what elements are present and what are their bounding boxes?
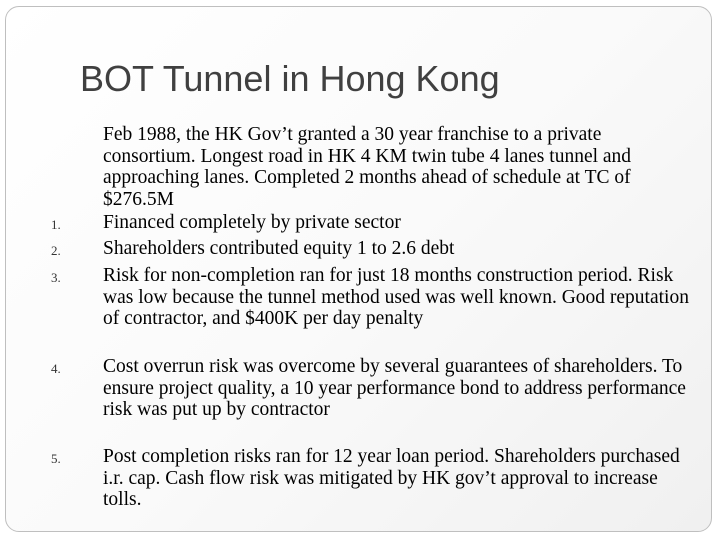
list-item-5: Post completion risks ran for 12 year loan period. Shareholders purchased i.r. cap. Cash flow risk was mitigated by HK gov’t approval to increase tolls. <box>103 446 680 510</box>
slide-title: BOT Tunnel in Hong Kong <box>80 58 500 99</box>
list-item-number-5: 5. <box>51 451 61 466</box>
intro-paragraph: Feb 1988, the HK Gov’t granted a 30 year franchise to a private consortium. Longest road in HK 4 KM twin tube 4 lanes tunnel and approaching lanes. Completed 2 months ahead of schedule at TC of $276.5M <box>103 124 632 210</box>
list-item-number-2: 2. <box>51 243 61 258</box>
list-item-number-3: 3. <box>51 270 61 285</box>
list-item-2: Shareholders contributed equity 1 to 2.6 debt <box>103 238 455 259</box>
list-item-1: Financed completely by private sector <box>103 212 401 233</box>
list-item-3: Risk for non-completion ran for just 18 months construction period. Risk was low because the tunnel method used was well known. Good reputation of contractor, and $400K per day penalty <box>103 265 689 329</box>
list-item-4: Cost overrun risk was overcome by several guarantees of shareholders. To ensure project quality, a 10 year performance bond to address performance risk was put up by contractor <box>103 356 686 420</box>
list-item-number-1: 1. <box>51 217 61 232</box>
list-item-number-4: 4. <box>51 361 61 376</box>
